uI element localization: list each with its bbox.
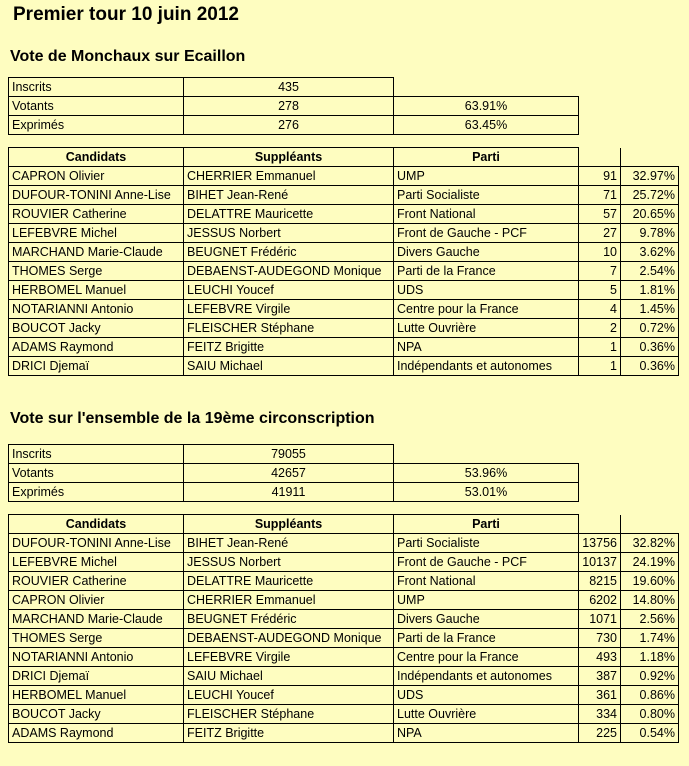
votes-percent: 3.62%	[621, 243, 679, 262]
summary-row	[9, 116, 579, 135]
votes-count: 334	[579, 705, 621, 724]
substitute-name: FEITZ Brigitte	[184, 338, 394, 357]
table-header-row	[9, 148, 679, 167]
header-candidats: Candidats	[9, 515, 184, 534]
votes-percent: 1.81%	[621, 281, 679, 300]
votes-percent: 32.97%	[621, 167, 679, 186]
substitute-name: JESSUS Norbert	[184, 553, 394, 572]
votes-count: 10	[579, 243, 621, 262]
votes-percent: 2.56%	[621, 610, 679, 629]
table-row	[9, 186, 679, 205]
votes-percent: 1.74%	[621, 629, 679, 648]
page-title: Premier tour 10 juin 2012	[13, 4, 239, 25]
votes-count: 91	[579, 167, 621, 186]
party-name: UMP	[394, 167, 579, 186]
party-name: Centre pour la France	[394, 300, 579, 319]
votes-percent: 19.60%	[621, 572, 679, 591]
party-name: Parti de la France	[394, 629, 579, 648]
substitute-name: LEFEBVRE Virgile	[184, 648, 394, 667]
summary-row	[9, 78, 579, 97]
table-row	[9, 300, 679, 319]
candidate-name: HERBOMEL Manuel	[9, 686, 184, 705]
candidate-name: THOMES Serge	[9, 262, 184, 281]
header-parti: Parti	[394, 515, 579, 534]
party-name: Divers Gauche	[394, 243, 579, 262]
candidate-name: ROUVIER Catherine	[9, 205, 184, 224]
party-name: Front de Gauche - PCF	[394, 553, 579, 572]
candidate-name: NOTARIANNI Antonio	[9, 300, 184, 319]
summary-percent: 63.91%	[394, 97, 579, 116]
header-parti: Parti	[394, 148, 579, 167]
table-row	[9, 553, 679, 572]
summary-row	[9, 464, 579, 483]
results-table-commune	[8, 147, 679, 376]
votes-count: 387	[579, 667, 621, 686]
table-row	[9, 167, 679, 186]
summary-label: Exprimés	[9, 483, 184, 502]
header-empty	[621, 515, 679, 534]
summary-percent	[394, 445, 579, 464]
candidate-name: DRICI Djemaï	[9, 667, 184, 686]
votes-percent: 32.82%	[621, 534, 679, 553]
substitute-name: FLEISCHER Stéphane	[184, 319, 394, 338]
header-empty	[579, 515, 621, 534]
summary-percent: 53.96%	[394, 464, 579, 483]
party-name: Lutte Ouvrière	[394, 705, 579, 724]
party-name: Centre pour la France	[394, 648, 579, 667]
substitute-name: CHERRIER Emmanuel	[184, 167, 394, 186]
summary-value: 278	[184, 97, 394, 116]
table-row	[9, 667, 679, 686]
votes-count: 13756	[579, 534, 621, 553]
votes-count: 27	[579, 224, 621, 243]
votes-percent: 1.18%	[621, 648, 679, 667]
summary-value: 435	[184, 78, 394, 97]
results-table-circonscription	[8, 514, 679, 743]
summary-value: 42657	[184, 464, 394, 483]
summary-value: 41911	[184, 483, 394, 502]
candidate-name: BOUCOT Jacky	[9, 319, 184, 338]
substitute-name: BEUGNET Frédéric	[184, 243, 394, 262]
substitute-name: LEUCHI Youcef	[184, 281, 394, 300]
summary-percent	[394, 78, 579, 97]
party-name: Indépendants et autonomes	[394, 357, 579, 376]
table-row	[9, 629, 679, 648]
table-row	[9, 572, 679, 591]
summary-value: 276	[184, 116, 394, 135]
party-name: Parti Socialiste	[394, 186, 579, 205]
summary-percent: 63.45%	[394, 116, 579, 135]
summary-label: Inscrits	[9, 445, 184, 464]
table-row	[9, 205, 679, 224]
votes-count: 1071	[579, 610, 621, 629]
candidate-name: THOMES Serge	[9, 629, 184, 648]
party-name: Front National	[394, 205, 579, 224]
votes-count: 4	[579, 300, 621, 319]
substitute-name: DEBAENST-AUDEGOND Monique	[184, 262, 394, 281]
votes-percent: 0.86%	[621, 686, 679, 705]
table-row	[9, 724, 679, 743]
substitute-name: LEFEBVRE Virgile	[184, 300, 394, 319]
summary-label: Votants	[9, 464, 184, 483]
summary-percent: 53.01%	[394, 483, 579, 502]
party-name: NPA	[394, 338, 579, 357]
votes-percent: 20.65%	[621, 205, 679, 224]
votes-count: 1	[579, 338, 621, 357]
party-name: Divers Gauche	[394, 610, 579, 629]
substitute-name: BIHET Jean-René	[184, 534, 394, 553]
substitute-name: BIHET Jean-René	[184, 186, 394, 205]
votes-count: 7	[579, 262, 621, 281]
substitute-name: DELATTRE Mauricette	[184, 205, 394, 224]
votes-percent: 0.36%	[621, 338, 679, 357]
substitute-name: SAIU Michael	[184, 357, 394, 376]
votes-count: 225	[579, 724, 621, 743]
summary-table-circonscription	[8, 444, 579, 502]
votes-percent: 24.19%	[621, 553, 679, 572]
votes-percent: 2.54%	[621, 262, 679, 281]
party-name: NPA	[394, 724, 579, 743]
header-empty	[621, 148, 679, 167]
candidate-name: MARCHAND Marie-Claude	[9, 243, 184, 262]
header-suppleants: Suppléants	[184, 515, 394, 534]
votes-percent: 0.80%	[621, 705, 679, 724]
substitute-name: LEUCHI Youcef	[184, 686, 394, 705]
votes-percent: 1.45%	[621, 300, 679, 319]
table-row	[9, 610, 679, 629]
candidate-name: NOTARIANNI Antonio	[9, 648, 184, 667]
party-name: UMP	[394, 591, 579, 610]
results-body-commune	[9, 167, 679, 376]
substitute-name: FEITZ Brigitte	[184, 724, 394, 743]
candidate-name: CAPRON Olivier	[9, 167, 184, 186]
section-title-circonscription: Vote sur l'ensemble de la 19ème circonscription	[10, 410, 375, 427]
votes-count: 730	[579, 629, 621, 648]
table-row	[9, 705, 679, 724]
votes-percent: 0.72%	[621, 319, 679, 338]
table-row	[9, 648, 679, 667]
votes-count: 10137	[579, 553, 621, 572]
summary-row	[9, 97, 579, 116]
table-row	[9, 357, 679, 376]
candidate-name: DUFOUR-TONINI Anne-Lise	[9, 186, 184, 205]
candidate-name: BOUCOT Jacky	[9, 705, 184, 724]
summary-row	[9, 483, 579, 502]
section-title-commune: Vote de Monchaux sur Ecaillon	[10, 48, 246, 65]
votes-count: 493	[579, 648, 621, 667]
substitute-name: CHERRIER Emmanuel	[184, 591, 394, 610]
results-body-circonscription	[9, 534, 679, 743]
substitute-name: FLEISCHER Stéphane	[184, 705, 394, 724]
table-row	[9, 281, 679, 300]
candidate-name: HERBOMEL Manuel	[9, 281, 184, 300]
summary-row	[9, 445, 579, 464]
candidate-name: LEFEBVRE Michel	[9, 553, 184, 572]
substitute-name: SAIU Michael	[184, 667, 394, 686]
votes-percent: 0.54%	[621, 724, 679, 743]
votes-count: 2	[579, 319, 621, 338]
substitute-name: DELATTRE Mauricette	[184, 572, 394, 591]
summary-label: Inscrits	[9, 78, 184, 97]
summary-value: 79055	[184, 445, 394, 464]
table-row	[9, 686, 679, 705]
party-name: UDS	[394, 281, 579, 300]
summary-label: Exprimés	[9, 116, 184, 135]
votes-percent: 25.72%	[621, 186, 679, 205]
party-name: Indépendants et autonomes	[394, 667, 579, 686]
candidate-name: CAPRON Olivier	[9, 591, 184, 610]
table-row	[9, 243, 679, 262]
votes-percent: 0.92%	[621, 667, 679, 686]
header-candidats: Candidats	[9, 148, 184, 167]
substitute-name: JESSUS Norbert	[184, 224, 394, 243]
summary-table-commune	[8, 77, 579, 135]
header-empty	[579, 148, 621, 167]
substitute-name: BEUGNET Frédéric	[184, 610, 394, 629]
candidate-name: ADAMS Raymond	[9, 724, 184, 743]
candidate-name: LEFEBVRE Michel	[9, 224, 184, 243]
votes-count: 6202	[579, 591, 621, 610]
candidate-name: DUFOUR-TONINI Anne-Lise	[9, 534, 184, 553]
votes-count: 361	[579, 686, 621, 705]
party-name: Parti Socialiste	[394, 534, 579, 553]
votes-count: 1	[579, 357, 621, 376]
votes-count: 71	[579, 186, 621, 205]
table-row	[9, 534, 679, 553]
votes-percent: 0.36%	[621, 357, 679, 376]
votes-count: 5	[579, 281, 621, 300]
votes-percent: 9.78%	[621, 224, 679, 243]
table-row	[9, 319, 679, 338]
party-name: Lutte Ouvrière	[394, 319, 579, 338]
party-name: UDS	[394, 686, 579, 705]
votes-percent: 14.80%	[621, 591, 679, 610]
candidate-name: DRICI Djemaï	[9, 357, 184, 376]
substitute-name: DEBAENST-AUDEGOND Monique	[184, 629, 394, 648]
candidate-name: ROUVIER Catherine	[9, 572, 184, 591]
table-row	[9, 338, 679, 357]
party-name: Front National	[394, 572, 579, 591]
votes-count: 57	[579, 205, 621, 224]
header-suppleants: Suppléants	[184, 148, 394, 167]
party-name: Parti de la France	[394, 262, 579, 281]
votes-count: 8215	[579, 572, 621, 591]
party-name: Front de Gauche - PCF	[394, 224, 579, 243]
summary-label: Votants	[9, 97, 184, 116]
candidate-name: MARCHAND Marie-Claude	[9, 610, 184, 629]
table-header-row	[9, 515, 679, 534]
candidate-name: ADAMS Raymond	[9, 338, 184, 357]
table-row	[9, 224, 679, 243]
table-row	[9, 591, 679, 610]
table-row	[9, 262, 679, 281]
